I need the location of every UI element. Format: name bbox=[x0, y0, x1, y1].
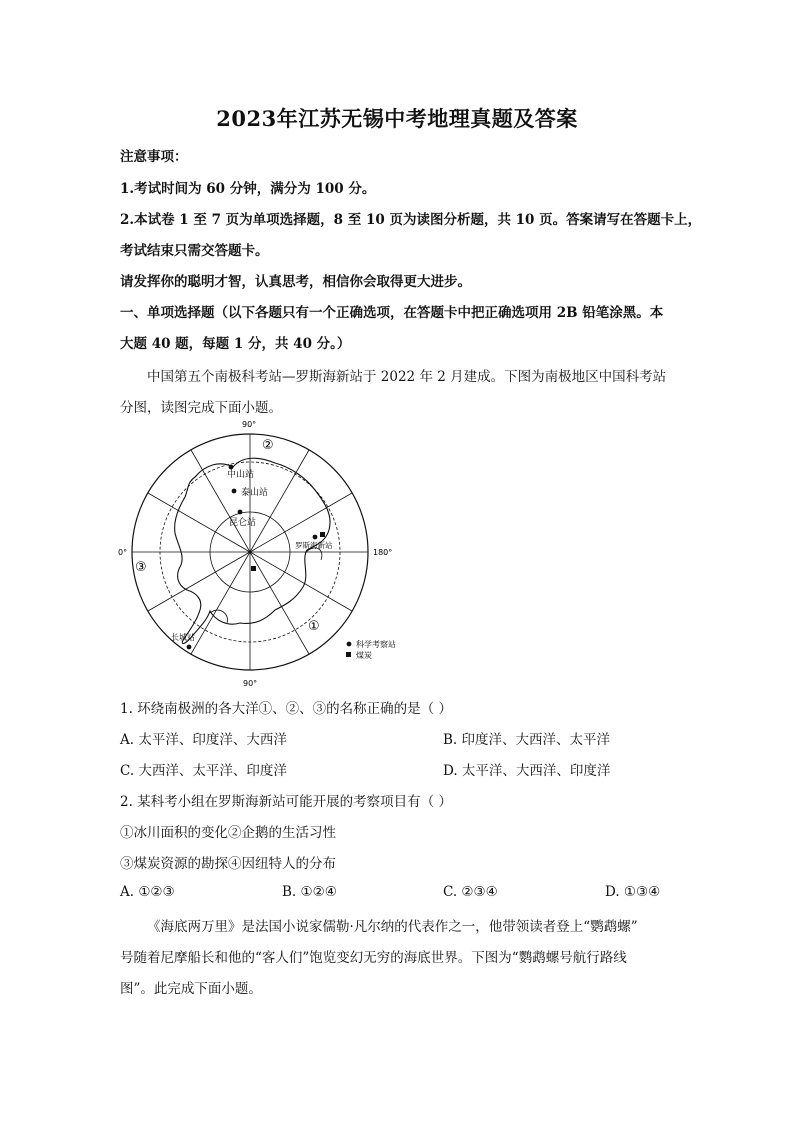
q2-choices-line-2: ③煤炭资源的勘探④因纽特人的分布 bbox=[120, 856, 336, 872]
legend-coal: 煤炭 bbox=[356, 651, 372, 660]
coal-marker-center bbox=[251, 566, 256, 571]
legend-coal-square bbox=[346, 652, 351, 657]
station-dot-luosihai bbox=[313, 535, 318, 540]
station-dot-zhongshan bbox=[229, 465, 234, 470]
ocean-label-2: ② bbox=[262, 438, 274, 453]
q1-stem: 1. 环绕南极洲的各大洋①、②、③的名称正确的是（ ） bbox=[120, 701, 452, 717]
section1-heading-a: 一、单项选择题（以下各题只有一个正确选项，在答题卡中把正确选项用 2B 铅笔涂黑。本 bbox=[120, 305, 664, 321]
encourage-text: 请发挥你的聪明才智，认真思考，相信你会取得更大进步。 bbox=[120, 274, 471, 290]
intro1-line-a: 中国第五个南极科考站—罗斯海新站于 2022 年 2 月建成。下图为南极地区中国科考站 bbox=[147, 369, 667, 385]
antarctic-station-map bbox=[115, 415, 425, 690]
intro2-line-a: 《海底两万里》是法国小说家儒勒·凡尔纳的代表作之一，他带领读者登上“鹦鹉螺” bbox=[147, 919, 638, 935]
station-dot-taishan bbox=[232, 489, 237, 494]
station-kunlun: 昆仑站 bbox=[229, 518, 257, 528]
q1-option-d[interactable]: D. 太平洋、大西洋、印度洋 bbox=[443, 763, 611, 779]
ocean-label-1: ① bbox=[308, 619, 320, 634]
q2-option-a[interactable]: A. ①②③ bbox=[120, 884, 175, 900]
legend-station-dot bbox=[347, 642, 352, 647]
q1-option-a[interactable]: A. 太平洋、印度洋、大西洋 bbox=[120, 732, 287, 748]
label-90-bottom: 90° bbox=[243, 679, 258, 688]
q2-stem: 2. 某科考小组在罗斯海新站可能开展的考察项目有（ ） bbox=[120, 794, 452, 810]
section1-heading-b: 大题 40 题，每题 1 分，共 40 分。） bbox=[120, 336, 351, 352]
station-dot-changcheng bbox=[187, 645, 192, 650]
notes-item-2a: 2.本试卷 1 至 7 页为单项选择题，8 至 10 页为读图分析题，共 10 页。答案请写在答题卡上， bbox=[120, 212, 702, 228]
notes-item-2b: 考试结束只需交答题卡。 bbox=[120, 243, 269, 259]
label-90-top: 90° bbox=[242, 420, 257, 429]
intro2-line-c: 图”。此完成下面小题。 bbox=[120, 981, 262, 997]
coal-marker-luosihai bbox=[320, 532, 325, 537]
station-zhongshan: 中山站 bbox=[227, 470, 255, 480]
page-title: 2023年江苏无锡中考地理真题及答案 bbox=[216, 106, 578, 131]
notes-heading: 注意事项： bbox=[120, 149, 188, 165]
q2-option-b[interactable]: B. ①②④ bbox=[282, 884, 337, 900]
q2-option-c[interactable]: C. ②③④ bbox=[443, 884, 498, 900]
legend-station: 科学考察站 bbox=[356, 640, 396, 649]
label-0: 0° bbox=[118, 548, 128, 557]
q2-choices-line-1: ①冰川面积的变化②企鹅的生活习性 bbox=[120, 825, 336, 841]
q1-option-c[interactable]: C. 大西洋、太平洋、印度洋 bbox=[120, 763, 287, 779]
station-changcheng: 长城站 bbox=[171, 633, 195, 642]
ocean-label-3: ③ bbox=[135, 560, 147, 575]
station-dot-kunlun bbox=[238, 510, 243, 515]
notes-item-1: 1.考试时间为 60 分钟，满分为 100 分。 bbox=[120, 181, 376, 197]
station-taishan: 泰山站 bbox=[241, 488, 269, 498]
q2-option-d[interactable]: D. ①③④ bbox=[605, 884, 661, 900]
label-180: 180° bbox=[373, 548, 393, 557]
intro1-line-b: 分图，读图完成下面小题。 bbox=[120, 400, 282, 416]
q1-option-b[interactable]: B. 印度洋、大西洋、太平洋 bbox=[443, 732, 611, 748]
intro2-line-b: 号随着尼摩船长和他的“客人们”饱览变幻无穷的海底世界。下图为“鹦鹉螺号航行路线 bbox=[120, 950, 627, 966]
station-luosihai: 罗斯海新站 bbox=[295, 541, 333, 550]
